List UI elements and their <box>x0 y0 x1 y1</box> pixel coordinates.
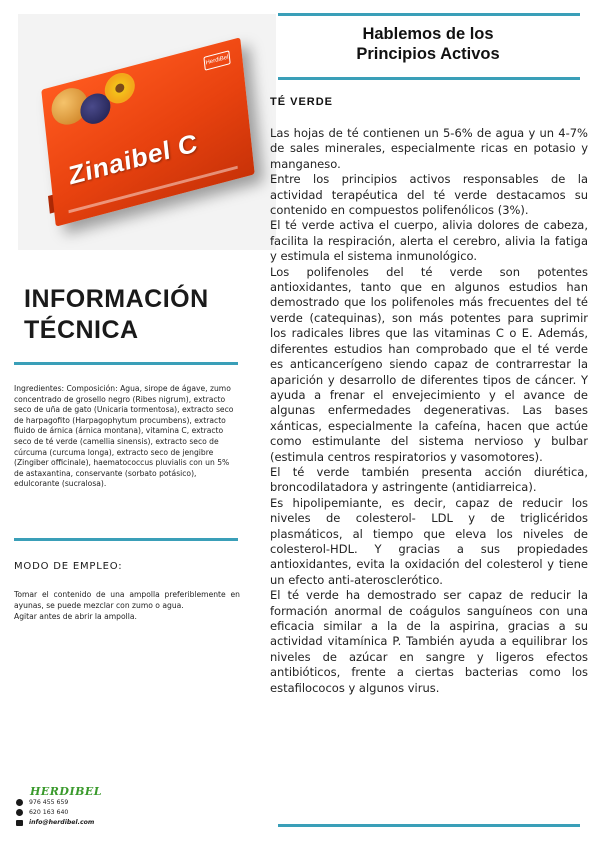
mobile-number: 620 163 640 <box>29 809 69 816</box>
info-title-line2: TÉCNICA <box>24 316 139 344</box>
paragraph: Entre los principios activos responsables de la actividad terapéutica del té verde destacamos su contenido en compuestos polifenólicos (3%). <box>270 172 588 218</box>
brand-badge: HerdiBel <box>203 50 230 71</box>
email-address[interactable]: info@herdibel.com <box>29 819 95 826</box>
paragraph: El té verde también presenta acción diurética, broncodilatadora y astringente (antidiarreica). <box>270 464 588 495</box>
paragraph: El té verde activa el cuerpo, alivia dolores de cabeza, facilita la respiración, alerta el cerebro, alivia la fatiga y estimula el sistema inmunológico. <box>270 218 588 264</box>
footer-brand: HERDIBEL <box>30 785 103 798</box>
body-text <box>270 126 588 696</box>
email-icon <box>16 820 23 826</box>
info-title <box>24 284 209 346</box>
heading-line1: Hablemos de los <box>362 25 494 43</box>
mobile-icon <box>16 809 23 816</box>
bottom-divider <box>278 824 580 827</box>
contact-mobile <box>16 809 68 816</box>
page-heading <box>292 24 564 64</box>
top-divider <box>278 13 580 16</box>
usage-instruction: Agitar antes de abrir la ampolla. <box>14 611 137 621</box>
contact-email[interactable] <box>16 819 94 826</box>
phone-icon <box>16 799 23 806</box>
paragraph: Las hojas de té contienen un 5-6% de agua y un 4-7% de sales minerales, especialmente ricas en potasio y manganeso. <box>270 126 588 171</box>
usage-instruction: Tomar el contenido de una ampolla preferiblemente en ayunas, se puede mezclar con zumo o agua. <box>14 590 240 610</box>
usage-title: MODO DE EMPLEO: <box>14 561 123 572</box>
product-name: Zinaibel C <box>67 127 199 191</box>
left-divider-2 <box>14 538 238 541</box>
paragraph: Es hipolipemiante, es decir, capaz de reducir los niveles de colesterol- LDL y de triglicéridos plasmáticos, al tiempo que eleva los niveles de colesterol-HDL. Y gracias a sus propiedades antioxidantes, evita la oxidación del colesterol y tiene un efecto anti-aterosclerótico. <box>270 495 588 587</box>
phone-number: 976 455 659 <box>29 799 69 806</box>
ingredients-text: Ingredientes: Composición: Agua, sirope de ágave, zumo concentrado de grosello negro (Ribes nigrum), extracto seco de uña de gato (Unicaria tormentosa), extracto seco de harpagofito (Harpagophytum procumbens), extracto fluido de árnica (árnica montana), vitamina C, extracto seco de té verde (camellia sinensis), extracto seco de cúrcuma (curcuma longa), extracto seco de jengibre (Zingiber officinale), haematococcus pluvialis con un 5% de astaxantina, conservante (sorbato potásico), edulcorante (sucralosa). <box>14 384 234 489</box>
paragraph: Los polifenoles del té verde son potentes antioxidantes, tanto que en algunos estudios han demostrado que los polifenoles más frecuentes del té verde (catequinas), son más potentes para suprimir los radicales libres que las vitaminas C o E. Además, diferentes estudios han comprobado que el té verde es anticancerígeno siendo capaz de contrarrestar la aparición y desarrollo de diferentes tipos de cáncer. Y ayuda a frenar el envejecimiento y el avance de algunas enfermedades degenerativas. Las bases xánticas, especialmente la cafeína, hacen que actúe como estimulante del sistema nervioso y bulbar (estimula centros respiratorios y vasomotores). <box>270 264 588 464</box>
contact-phone <box>16 799 68 806</box>
section-title: TÉ VERDE <box>270 96 334 108</box>
heading-line2: Principios Activos <box>356 45 500 63</box>
usage-text <box>14 590 240 622</box>
heading-divider <box>278 77 580 80</box>
paragraph: El té verde ha demostrado ser capaz de reducir la formación anormal de coágulos sanguíneos con una eficacia similar a la de la aspirina, gracias a su actividad vitamínica P. También ayuda a equilibrar los niveles de azúcar en sangre y ligeros efectos antibióticos, frente a ciertas bacterias como los estafilococos y algunos virus. <box>270 588 588 695</box>
info-title-line1: INFORMACIÓN <box>24 285 209 313</box>
product-box <box>41 37 255 226</box>
left-divider-1 <box>14 362 238 365</box>
product-image <box>18 14 276 250</box>
